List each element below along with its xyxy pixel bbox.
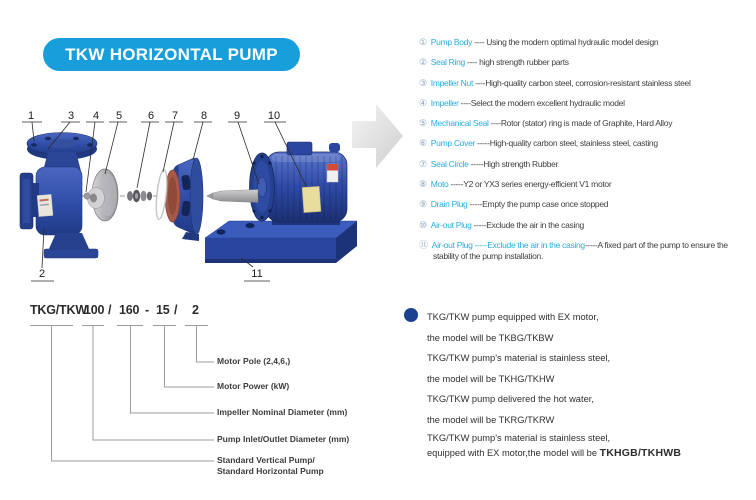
part-name: Air-out Plug -----Exclude the air in the casing [431,239,585,250]
part-number: 11 [251,268,263,280]
part-desc: -----A fixed part of the pump to ensure the stability of the pump installation. [433,239,728,261]
circled-number: ⑤ [419,118,427,129]
note-paragraph [427,348,749,389]
part-number: 5 [115,110,123,122]
circled-number: ⑥ [419,138,427,149]
circled-number: ③ [419,77,427,88]
circled-number: ④ [419,97,427,108]
part-number: 6 [147,110,155,122]
note-line: TKG/TKW pump equipped with EX motor, [427,312,599,322]
note-line: the model will be TKBG/TKBW [427,332,554,343]
motor-graphic [250,142,348,225]
part-number: 3 [67,110,75,122]
list-item [419,37,753,48]
list-item [419,159,753,170]
callout-impeller-diameter: Impeller Nominal Diameter (mm) [217,407,348,417]
note-line-prefix: equipped with EX motor,the model will be [427,448,600,459]
circled-number: ⑦ [419,158,427,169]
model-code-leader-lines [0,300,430,480]
part-desc: ---- Using the modern optimal hydraulic model design [472,37,659,47]
circled-number: ⑩ [419,219,427,230]
shaft-graphic [206,190,258,203]
pump-cover-graphic [165,158,203,241]
callout-motor-pole: Motor Pole (2,4,6,) [217,356,291,366]
part-number: 4 [92,110,100,122]
model-code-series: TKG/TKW [30,303,87,317]
part-desc: -----High-quality carbon steel, stainless steel, casting [475,138,658,149]
note-line [427,446,749,462]
list-item [419,199,753,210]
part-desc: ----Select the modern excellent hydraulic model [458,97,625,108]
callout-inlet-outlet-diameter: Pump Inlet/Outlet Diameter (mm) [217,434,350,444]
title-banner [43,38,300,71]
note-line: the model will be TKHG/TKHW [427,373,555,384]
part-number: 1 [27,110,35,122]
part-name: Impeller [430,97,459,108]
bullet-dot-icon [404,308,418,322]
model-code-separator: - [145,303,149,317]
part-desc: ---- high strength rubber parts [464,57,569,68]
motor-base-graphic [205,221,357,263]
impeller-graphic [88,169,119,221]
circled-number: ① [419,37,427,47]
circled-number: ⑪ [419,239,428,250]
exploded-pump-diagram [0,95,430,295]
part-number: 10 [267,110,281,122]
circled-number: ⑨ [419,199,427,210]
list-item [419,179,753,190]
part-desc: -----Empty the pump case once stopped [467,199,609,210]
callout-motor-power: Motor Power (kW) [217,381,290,391]
model-code-power: 15 [156,303,170,317]
part-number: 8 [200,110,208,122]
list-item [419,57,753,68]
part-name: Air-out Plug [430,219,472,230]
part-number: 7 [171,110,179,122]
part-name: Seal Ring [430,57,465,68]
list-item [419,78,753,89]
right-arrow-icon [352,104,403,168]
model-code-impeller: 160 [119,303,140,317]
model-code-inlet: 100 [84,303,105,317]
part-name: Pump Body [430,37,473,47]
circled-number: ⑧ [419,179,427,190]
list-item [419,220,753,231]
parts-list [419,37,753,271]
part-name: Impeller Nut [430,77,474,88]
note-paragraph [427,307,749,348]
callout-standard-pump [217,455,324,477]
part-desc: -----Exclude the air in the casing [471,219,584,230]
note-line: the model will be TKRG/TKRW [427,414,555,425]
part-name: Mechanical Seal [430,118,489,129]
page-title: TKW HORIZONTAL PUMP [65,44,278,64]
part-number: 9 [233,110,241,122]
list-item [419,98,753,109]
part-name: Pump Cover [430,138,476,149]
part-name: Moto [430,179,449,190]
note-paragraph [427,431,749,462]
model-code-separator: / [174,303,178,317]
callout-standard-line2: Standard Horizontal Pump [217,466,324,476]
callout-standard-line1: Standard Vertical Pump/ [217,455,315,465]
part-desc: ----Rotor (stator) ring is made of Graphite, Hard Alloy [488,118,673,129]
part-number: 2 [38,268,46,280]
circled-number: ② [419,57,427,68]
model-notes [427,307,749,462]
part-name: Seal Circle [430,158,469,169]
list-item [419,118,753,129]
note-line: TKG/TKW pump's material is stainless steel, [427,353,611,364]
part-name: Drain Plug [430,199,468,210]
list-item [419,240,753,262]
list-item [419,138,753,149]
model-code-separator: / [108,303,112,317]
part-desc: ----High-quality carbon steel, corrosion-resistant stainless steel [473,77,691,88]
note-paragraph [427,389,749,430]
model-code-pole: 2 [192,303,199,317]
note-line: TKG/TKW pump delivered the hot water, [427,394,594,405]
part-desc: -----High strength Rubber [468,158,559,169]
part-desc: -----Y2 or YX3 series energy-efficient V1 motor [448,179,612,190]
note-line: TKG/TKW pump's material is stainless steel, [427,432,611,443]
mechanical-seal-graphic [120,190,157,202]
model-code-highlight: TKHGB/TKHWB [599,447,682,460]
